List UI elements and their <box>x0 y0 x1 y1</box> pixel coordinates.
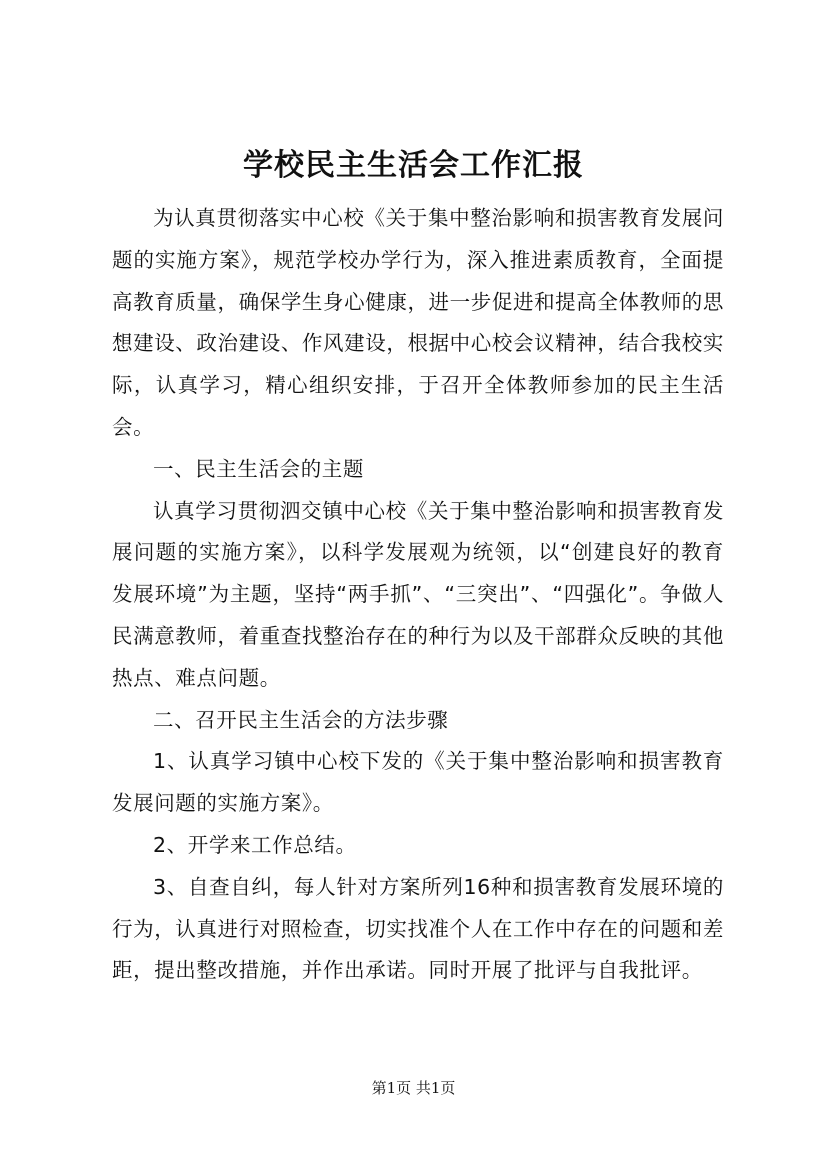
paragraph-step-1: 1、认真学习镇中心校下发的《关于集中整治影响和损害教育发展问题的实施方案》。 <box>112 749 724 816</box>
document-title: 学校民主生活会工作汇报 <box>243 148 584 183</box>
paragraph-theme: 认真学习贯彻泗交镇中心校《关于集中整治影响和损害教育发展问题的实施方案》，以科学发展观为统领，以“创建良好的教育发展环境”为主题，坚持“两手抓”、“三突出”、“四强化”。争做人民满意教师，着重查找整治存在的种行为以及干部群众反映的其他热点、难点问题。 <box>112 498 724 690</box>
page-number-footer: 第1页 共1页 <box>371 1079 456 1097</box>
paragraph-step-3: 3、自查自纠，每人针对方案所列16种和损害教育发展环境的行为，认真进行对照检查，切实找准个人在工作中存在的问题和差距，提出整改措施，并作出承诺。同时开展了批评与自我批评。 <box>112 874 724 983</box>
paragraph-step-2: 2、开学来工作总结。 <box>153 832 357 857</box>
section-heading-methods: 二、召开民主生活会的方法步骤 <box>153 707 449 732</box>
section-heading-theme: 一、民主生活会的主题 <box>153 456 364 481</box>
paragraph-intro: 为认真贯彻落实中心校《关于集中整治影响和损害教育发展问题的实施方案》，规范学校办学行为，深入推进素质教育，全面提高教育质量，确保学生身心健康，进一步促进和提高全体教师的思想建设、政治建设、作风建设，根据中心校会议精神，结合我校实际，认真学习，精心组织安排，于召开全体教师参加的民主生活会。 <box>112 206 724 439</box>
document-body <box>112 198 724 992</box>
